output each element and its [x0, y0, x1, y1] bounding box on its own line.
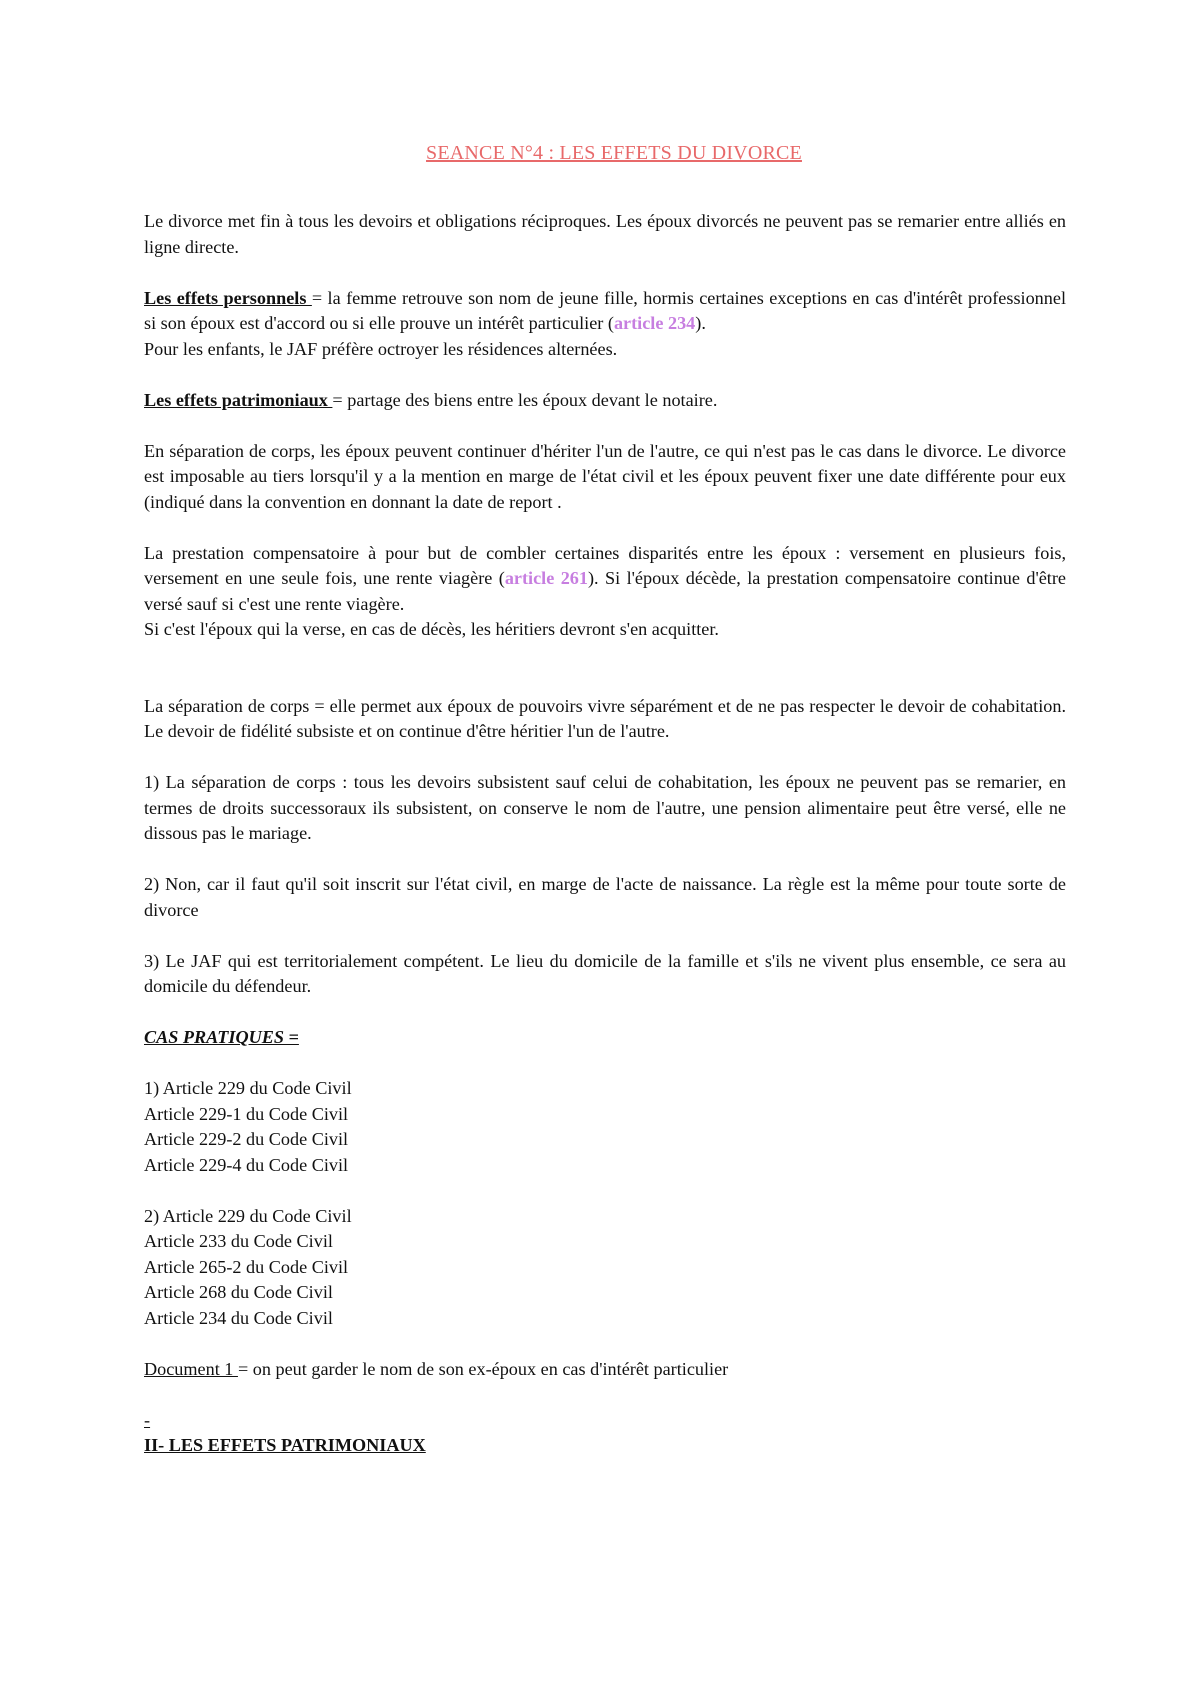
- dash-mark: -: [144, 1409, 151, 1430]
- personnels-text-after: ).: [695, 313, 706, 333]
- list-item: Article 229-2 du Code Civil: [144, 1129, 349, 1149]
- article-list-1: [144, 1076, 1066, 1178]
- list-item: Article 234 du Code Civil: [144, 1307, 333, 1328]
- cas-pratiques-heading: [144, 1025, 1066, 1051]
- article-261-link[interactable]: article 261: [504, 568, 588, 588]
- patrimoniaux-label: Les effets patrimoniaux: [144, 389, 333, 410]
- prestation-paragraph: [144, 541, 1066, 618]
- list-item: Article 229-4 du Code Civil: [144, 1154, 349, 1175]
- intro-paragraph: Le divorce met fin à tous les devoirs et obligations réciproques. Les époux divorcés ne peuvent pas se remarier entre alliés en ligne directe.: [144, 211, 1066, 257]
- list-item: Article 233 du Code Civil: [144, 1231, 333, 1251]
- enfants-line: Pour les enfants, le JAF préfère octroyer les résidences alternées.: [144, 338, 618, 359]
- list-item: 1) Article 229 du Code Civil: [144, 1078, 352, 1098]
- list-item: Article 268 du Code Civil: [144, 1282, 333, 1302]
- answer-3: 3) Le JAF qui est territorialement compétent. Le lieu du domicile de la famille et s'ils ne vivent plus ensemble, ce sera au domicile du défendeur.: [144, 950, 1066, 996]
- list-item: Article 229-1 du Code Civil: [144, 1103, 349, 1124]
- dash-line: [144, 1408, 1066, 1434]
- document-1-line: [144, 1357, 1066, 1383]
- cas-pratiques-label: CAS PRATIQUES =: [144, 1027, 299, 1047]
- article-list-2: [144, 1204, 1066, 1332]
- personnels-text: = la femme retrouve son nom de jeune fille, hormis certaines exceptions en cas d'intérêt professionnel si son époux est d'accord ou si elle prouve un intérêt particulier (: [144, 287, 1066, 333]
- prestation-text: La prestation compensatoire à pour but de combler certaines disparités entre les époux : versement en plusieurs fois, versement en une seule fois, une rente viagère (: [144, 542, 1066, 588]
- separation-paragraph: En séparation de corps, les époux peuvent continuer d'hériter l'un de l'autre, ce qui n'est pas le cas dans le divorce. Le divorce est imposable au tiers lorsqu'il y a la mention en marge de l'état civil et les époux peuvent fixer une date différente pour eux (indiqué dans la convention en donnant la date de report .: [144, 440, 1066, 512]
- patrimoniaux-paragraph: [144, 388, 1066, 414]
- list-item: Article 265-2 du Code Civil: [144, 1256, 349, 1277]
- list-item: 2) Article 229 du Code Civil: [144, 1205, 352, 1226]
- article-234-link[interactable]: article 234: [613, 313, 696, 333]
- personnels-paragraph: [144, 286, 1066, 337]
- answer-2: 2) Non, car il faut qu'il soit inscrit sur l'état civil, en marge de l'acte de naissance. La règle est la même pour toute sorte de divorce: [144, 874, 1066, 920]
- prestation-line2: Si c'est l'époux qui la verse, en cas de décès, les héritiers devront s'en acquitter.: [144, 619, 719, 639]
- prestation-text-after: ). Si l'époux décède, la prestation compensatoire continue d'être versé sauf si c'est une rente viagère.: [144, 568, 1066, 614]
- personnels-label: Les effets personnels: [144, 287, 312, 308]
- section-2-label: II- LES EFFETS PATRIMONIAUX: [144, 1435, 426, 1455]
- section-2-heading: [144, 1433, 1066, 1459]
- patrimoniaux-text: = partage des biens entre les époux devant le notaire.: [332, 389, 718, 410]
- separation-corps-paragraph: La séparation de corps = elle permet aux époux de pouvoirs vivre séparément et de ne pas respecter le devoir de cohabitation. Le devoir de fidélité subsiste et on continue d'être héritier l'un de l'autre.: [144, 695, 1066, 741]
- document-1-text: = on peut garder le nom de son ex-époux en cas d'intérêt particulier: [237, 1358, 729, 1379]
- page-title: SEANCE N°4 : LES EFFETS DU DIVORCE: [426, 142, 802, 164]
- answer-1: 1) La séparation de corps : tous les devoirs subsistent sauf celui de cohabitation, les époux ne peuvent pas se remarier, en termes de droits successoraux ils subsistent, on conserve le nom de l'autre, une pension alimentaire peut être versé, elle ne dissous pas le mariage.: [144, 772, 1066, 843]
- document-1-label: Document 1: [144, 1358, 238, 1379]
